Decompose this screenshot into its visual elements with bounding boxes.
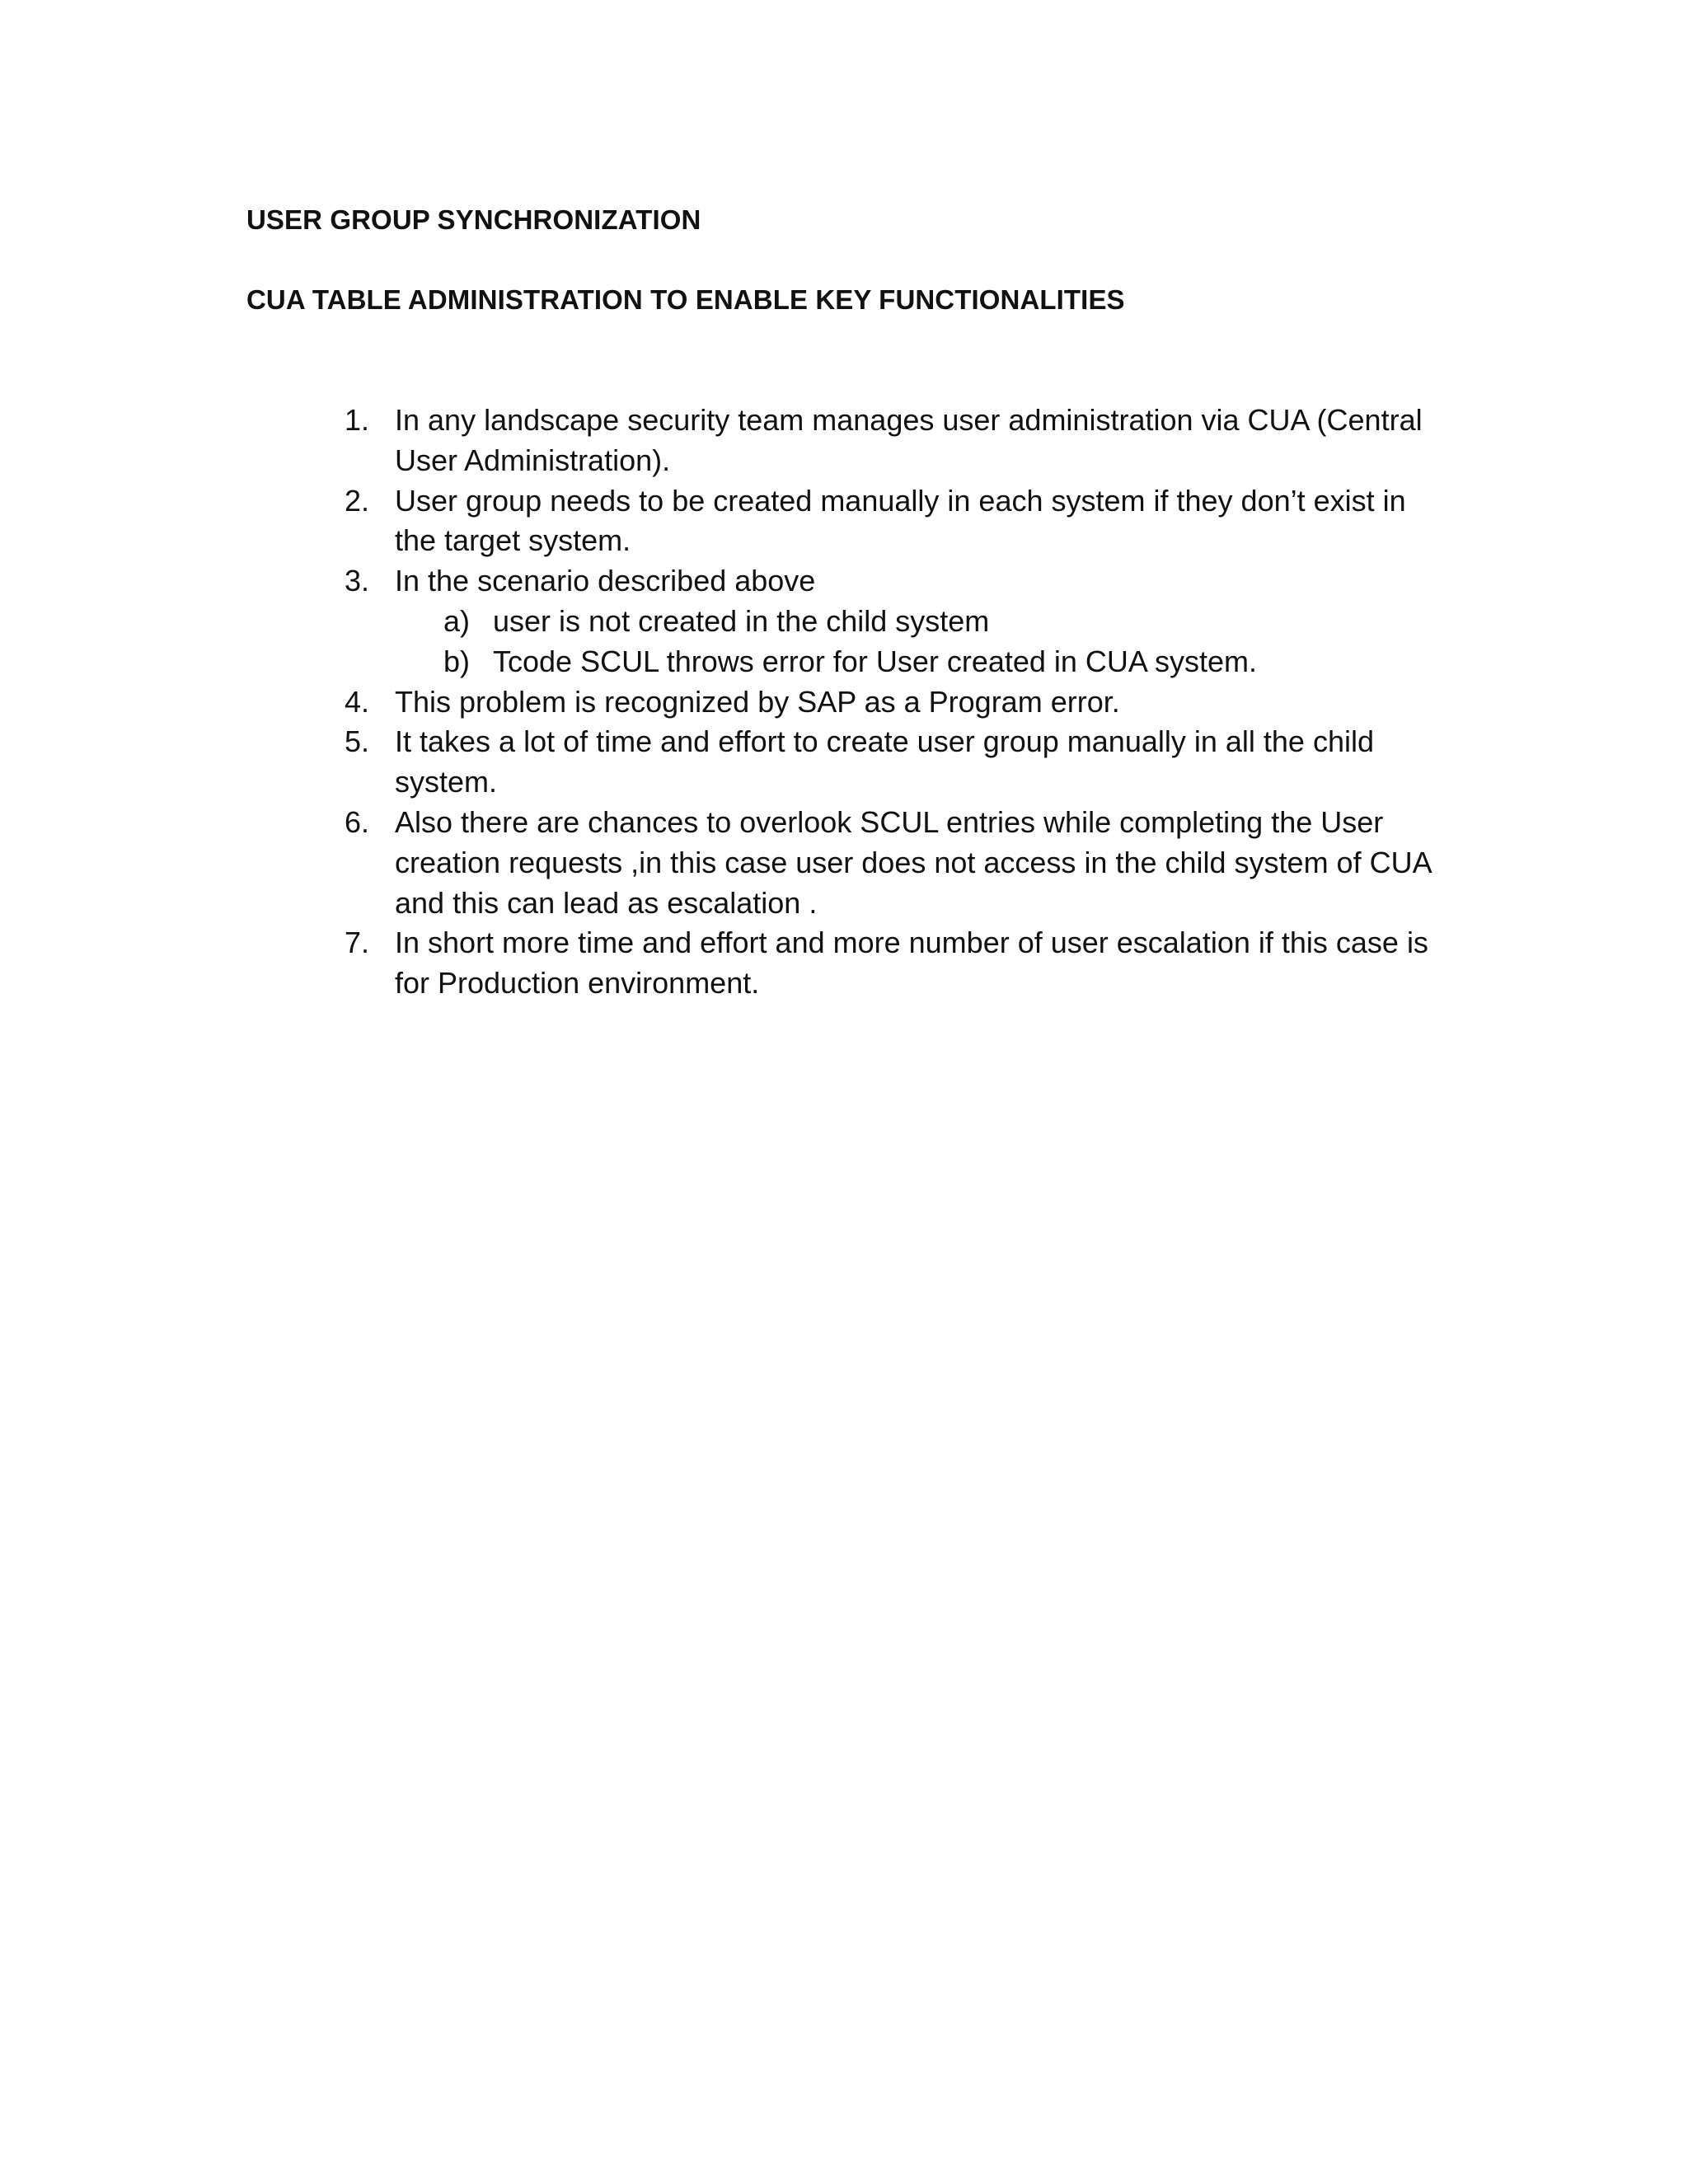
list-number: 5.: [345, 724, 370, 759]
heading-user-group-sync: USER GROUP SYNCHRONIZATION: [246, 204, 701, 235]
list-text: User group needs to be created manually in each system if they don’t exist in the target system.: [395, 483, 1406, 558]
list-item: [0, 682, 1688, 723]
list-item: [0, 803, 1688, 923]
sub-list-item: [0, 602, 1688, 642]
sub-list-letter: a): [443, 603, 471, 638]
list-text: This problem is recognized by SAP as a Program error.: [395, 684, 1120, 719]
sub-list-text: user is not created in the child system: [493, 603, 990, 638]
sub-list-letter: b): [443, 644, 471, 678]
list-item: [0, 401, 1688, 481]
sub-list-text: Tcode SCUL throws error for User created in CUA system.: [493, 644, 1257, 678]
heading-cua-table-admin: CUA TABLE ADMINISTRATION TO ENABLE KEY FUNCTIONALITIES: [246, 284, 1125, 315]
list-text: In short more time and effort and more number of user escalation if this case is for Production environment.: [395, 926, 1428, 1001]
list-number: 2.: [345, 483, 370, 518]
list-item: [0, 561, 1688, 602]
list-number: 7.: [345, 926, 370, 960]
list-number: 1.: [345, 403, 370, 437]
list-text: In any landscape security team manages user administration via CUA (Central User Administration).: [395, 403, 1423, 477]
list-number: 4.: [345, 684, 370, 719]
list-text: In the scenario described above: [395, 564, 816, 598]
list-text: Also there are chances to overlook SCUL entries while completing the User creation requests ,in this case user does not access in the child system of CUA and this can lead as escalation .: [395, 804, 1431, 920]
list-item: [0, 923, 1688, 1004]
list-item: [0, 481, 1688, 562]
list-number: 6.: [345, 804, 370, 839]
list-number: 3.: [345, 564, 370, 598]
numbered-list: [0, 401, 1688, 1004]
list-text: It takes a lot of time and effort to create user group manually in all the child system.: [395, 724, 1374, 799]
list-item: [0, 722, 1688, 803]
sub-list-item: [0, 642, 1688, 682]
